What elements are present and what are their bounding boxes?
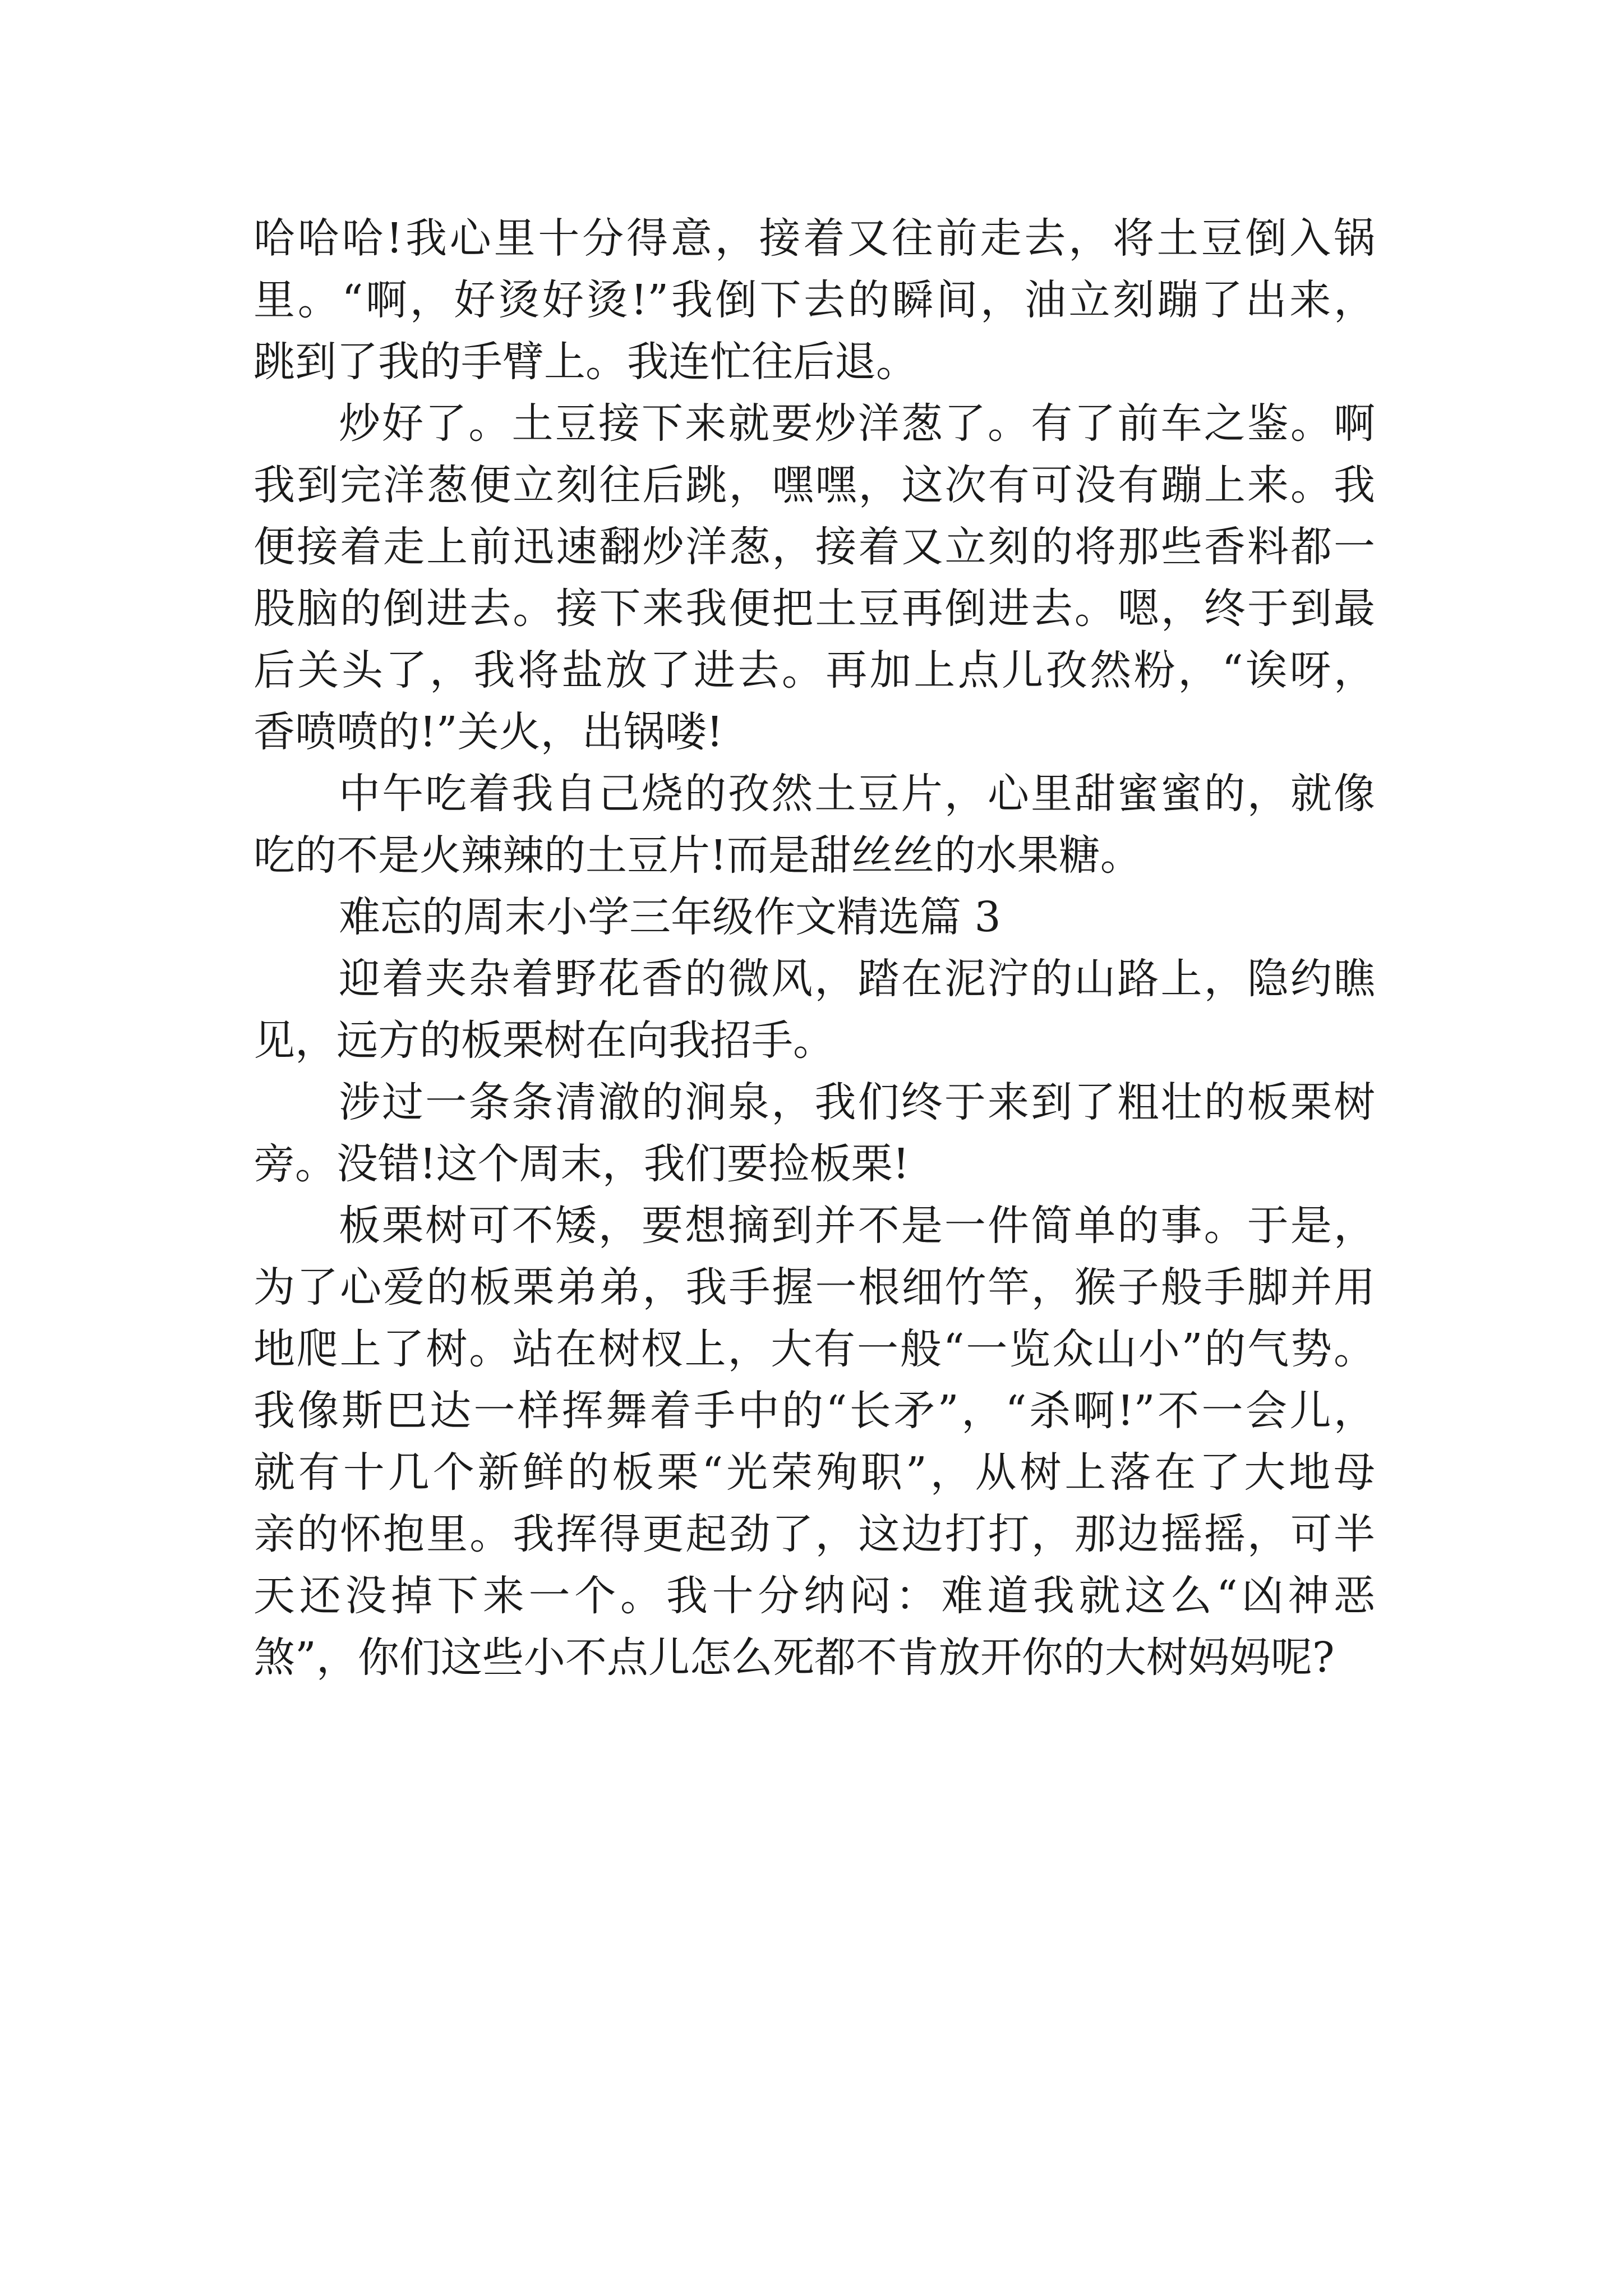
text-line: 亲的怀抱里。我挥得更起劲了，这边打打，那边摇摇，可半 [253, 1510, 1375, 1558]
document-page [253, 208, 1375, 1688]
text-line: 板栗树可不矮，要想摘到并不是一件简单的事。于是， [339, 1202, 1375, 1250]
text-line: 跳到了我的手臂上。我连忙往后退。 [253, 338, 917, 386]
text-line: 地爬上了树。站在树杈上，大有一般“一览众山小”的气势。 [253, 1325, 1375, 1373]
text-line: 煞”，你们这些小不点儿怎么死都不肯放开你的大树妈妈呢? [253, 1634, 1335, 1682]
text-line: 便接着走上前迅速翻炒洋葱，接着又立刻的将那些香料都一 [253, 523, 1375, 571]
paragraph-7 [253, 1195, 1375, 1688]
text-line: 为了心爱的板栗弟弟，我手握一根细竹竿，猴子般手脚并用 [253, 1263, 1375, 1312]
text-line: 中午吃着我自己烧的孜然土豆片，心里甜蜜蜜的，就像 [339, 770, 1375, 818]
text-line: 就有十几个新鲜的板栗“光荣殉职”，从树上落在了大地母 [253, 1448, 1375, 1497]
paragraph-3 [253, 763, 1375, 886]
text-line: 里。“啊，好烫好烫!”我倒下去的瞬间，油立刻蹦了出来， [253, 276, 1375, 324]
text-line: 见，远方的板栗树在向我招手。 [253, 1016, 834, 1065]
text-line: 吃的不是火辣辣的土豆片!而是甜丝丝的水果糖。 [253, 831, 1142, 880]
text-line: 迎着夹杂着野花香的微风，踏在泥泞的山路上，隐约瞧 [339, 955, 1375, 1003]
text-line: 涉过一条条清澈的涧泉，我们终于来到了粗壮的板栗树 [339, 1078, 1375, 1126]
text-line: 后关头了，我将盐放了进去。再加上点儿孜然粉，“诶呀， [253, 646, 1375, 694]
text-line: 旁。没错!这个周末，我们要捡板栗! [253, 1140, 910, 1188]
text-line: 哈哈哈!我心里十分得意，接着又往前走去，将土豆倒入锅 [253, 214, 1375, 263]
paragraph-2 [253, 393, 1375, 763]
text-line: 香喷喷的!”关火，出锅喽! [253, 708, 723, 756]
paragraph-1 [253, 208, 1375, 393]
text-line: 股脑的倒进去。接下来我便把土豆再倒进去。嗯，终于到最 [253, 585, 1375, 633]
section-heading [253, 886, 1375, 948]
text-line: 炒好了。土豆接下来就要炒洋葱了。有了前车之鉴。啊 [339, 399, 1375, 448]
paragraph-6 [253, 1071, 1375, 1195]
section-heading-text: 难忘的周末小学三年级作文精选篇 3 [339, 893, 1001, 941]
paragraph-5 [253, 948, 1375, 1071]
text-line: 我像斯巴达一样挥舞着手中的“长矛”，“杀啊!”不一会儿， [253, 1387, 1375, 1435]
text-line: 天还没掉下来一个。我十分纳闷：难道我就这么“凶神恶 [253, 1572, 1375, 1620]
text-line: 我到完洋葱便立刻往后跳，嘿嘿，这次有可没有蹦上来。我 [253, 461, 1375, 509]
